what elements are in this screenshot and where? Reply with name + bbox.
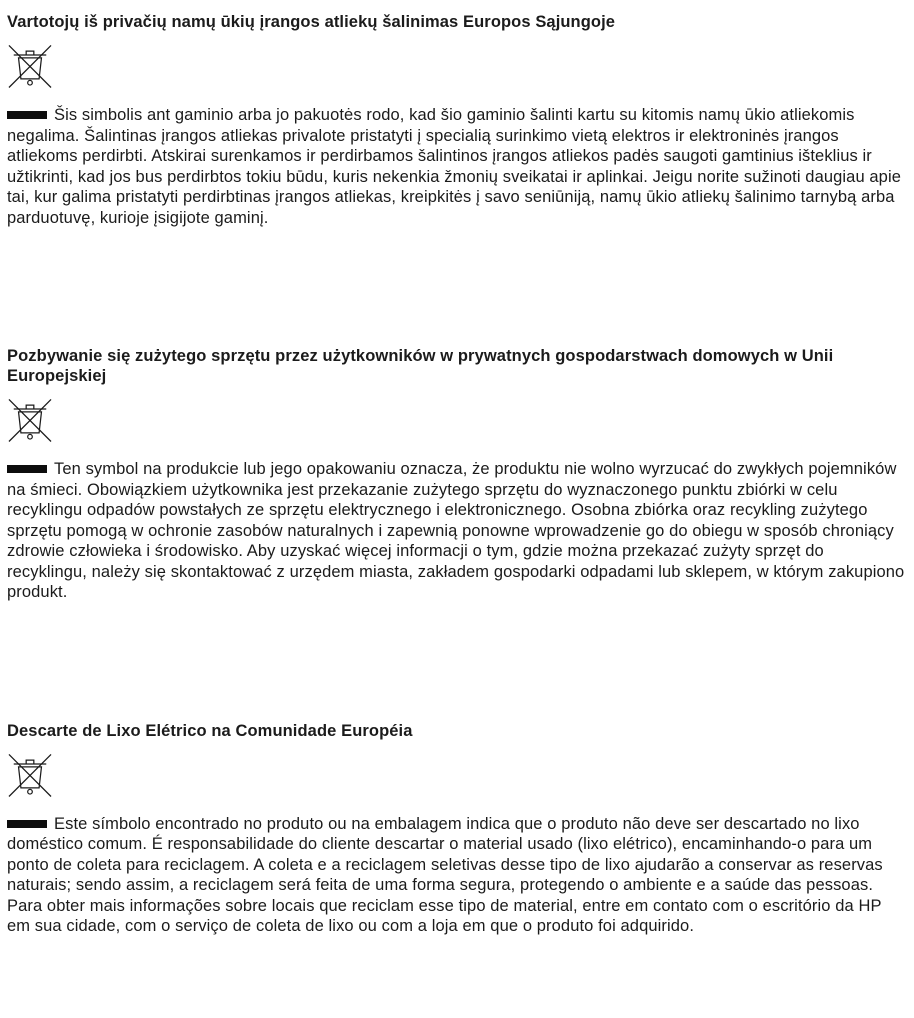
weee-black-bar-icon [7, 820, 47, 828]
notice-section-polish [7, 346, 906, 603]
crossed-out-wheeled-bin-icon [8, 751, 52, 798]
notice-section-lithuanian [7, 12, 906, 228]
crossed-out-wheeled-bin-icon [8, 42, 52, 89]
section-body [7, 105, 906, 228]
notice-section-portuguese [7, 721, 906, 937]
section-body-text: Este símbolo encontrado no produto ou na embalagem indica que o produto não deve ser descartado no lixo doméstico comum. É responsabilidade do cliente descartar o material usado (lixo elétrico), encaminhando-o para um ponto de coleta para reciclagem. A coleta e a reciclagem seletivas desse tipo de lixo ajudarão a conservar as reservas naturais; sendo assim, a reciclagem será feita de uma forma segura, protegendo o ambiente e a saúde das pessoas. Para obter mais informações sobre locais que reciclam esse tipo de material, entre em contato com o escritório da HP em sua cidade, com o serviço de coleta de lixo ou com a loja em que o produto foi adquirido. [7, 814, 883, 935]
section-heading: Descarte de Lixo Elétrico na Comunidade Européia [7, 721, 413, 740]
weee-black-bar-icon [7, 465, 47, 473]
crossed-out-wheeled-bin-icon [8, 396, 52, 443]
section-heading: Vartotojų iš privačių namų ūkių įrangos atliekų šalinimas Europos Sąjungoje [7, 13, 616, 31]
section-heading: Pozbywanie się zużytego sprzętu przez użytkowników w prywatnych gospodarstwach domowych w Unii Europejskiej [7, 347, 834, 385]
section-body-text: Ten symbol na produkcie lub jego opakowaniu oznacza, że produktu nie wolno wyrzucać do zwykłych pojemników na śmieci. Obowiązkiem użytkownika jest przekazanie zużytego sprzętu do wyznaczonego punktu zbiórki w celu recyklingu odpadów powstałych ze sprzętu elektrycznego i elektronicznego. Osobna zbiórka oraz recykling zużytego sprzętu pomogą w ochronie zasobów naturalnych i zapewnią ponowne wprowadzenie go do obiegu w sposób chroniący zdrowie człowieka i środowisko. Aby uzyskać więcej informacji o tym, gdzie można przekazać zużyty sprzęt do recyklingu, należy się skontaktować z urzędem miasta, zakładem gospodarki odpadami lub sklepem, w którym zakupiono produkt. [7, 460, 905, 601]
section-body-text: Šis simbolis ant gaminio arba jo pakuotės rodo, kad šio gaminio šalinti kartu su kitomis namų ūkio atliekomis negalima. Šalintinas įrangos atliekas privalote pristatyti į specialią surinkimo vietą elektros ir elektroninės įrangos atliekoms perdirbti. Atskirai surenkamos ir perdirbamos šalintinos įrangos atliekos padės saugoti gamtinius išteklius ir užtikrinti, kad jos bus perdirbtos tokiu būdu, kuris nekenkia žmonių sveikatai ir aplinkai. Jeigu norite sužinoti daugiau apie tai, kur galima pristatyti perdirbtinas įrangos atliekas, kreipkitės į savo seniūniją, namų ūkio atliekų šalinimo tarnybą arba parduotuvę, kurioje įsigijote gaminį. [7, 106, 901, 227]
section-body [7, 459, 906, 603]
section-body [7, 814, 906, 937]
weee-black-bar-icon [7, 111, 47, 119]
